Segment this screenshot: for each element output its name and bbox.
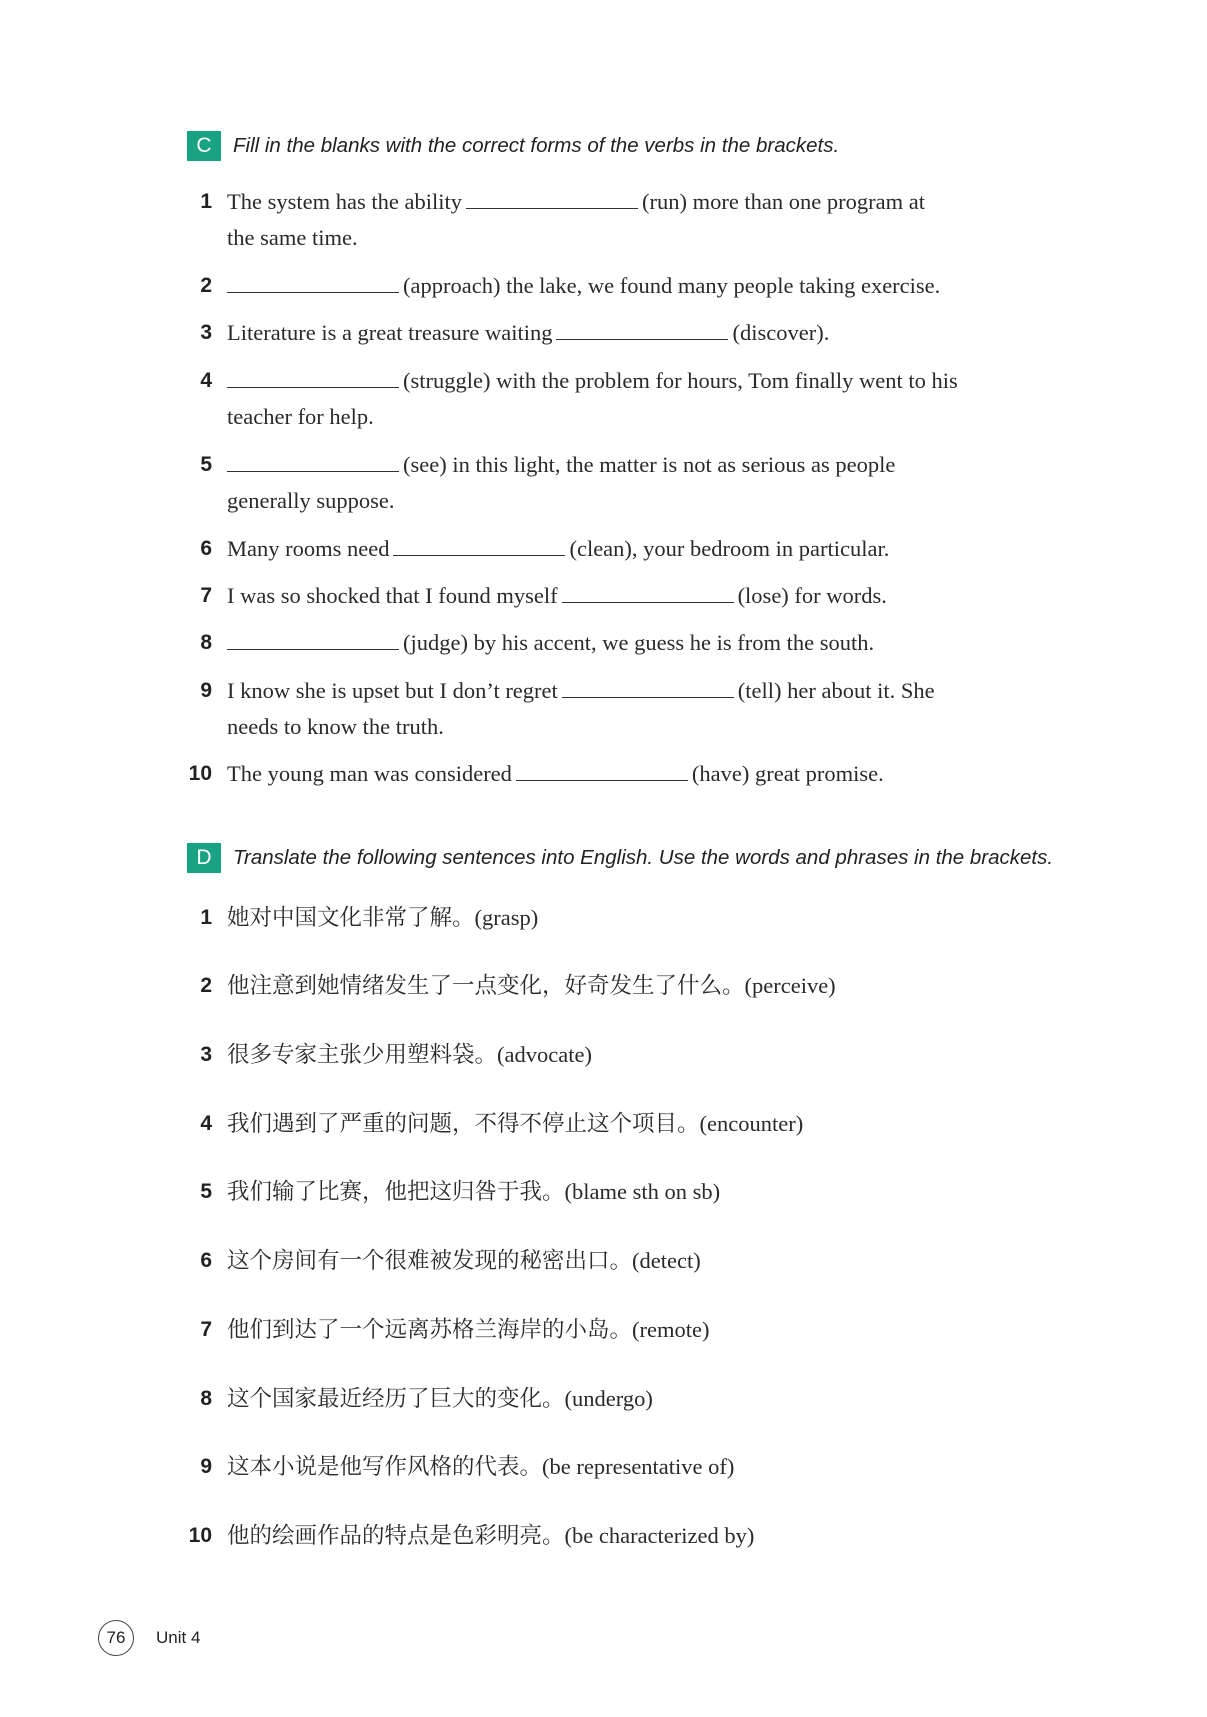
item-number: 1 <box>200 906 212 929</box>
item-text <box>227 673 1057 745</box>
item-line <box>227 709 1057 745</box>
answer-blank[interactable] <box>227 470 399 472</box>
answer-blank[interactable] <box>556 338 728 340</box>
item-line <box>227 531 1057 567</box>
line-segment: the same time. <box>227 225 358 250</box>
line-segment: (clean), your bedroom in particular. <box>569 536 890 561</box>
section-d-badge: D <box>187 843 221 873</box>
item-text: 这个国家最近经历了巨大的变化。(undergo) <box>227 1386 653 1411</box>
item-line <box>227 756 1057 792</box>
line-segment: (discover). <box>732 320 830 345</box>
item-text <box>227 447 1057 519</box>
item-number: 2 <box>200 974 212 997</box>
item-number: 2 <box>200 274 212 297</box>
item-text: 她对中国文化非常了解。(grasp) <box>227 905 539 930</box>
item-line <box>227 625 1057 661</box>
item-text <box>227 268 1057 304</box>
item-line <box>227 315 1057 351</box>
line-segment: (approach) the lake, we found many people taking exercise. <box>403 273 941 298</box>
item-text <box>227 625 1057 661</box>
line-segment: generally suppose. <box>227 488 395 513</box>
item-number: 4 <box>200 369 212 392</box>
item-number: 3 <box>200 1043 212 1066</box>
section-c-badge: C <box>187 131 221 161</box>
item-number: 9 <box>200 1455 212 1478</box>
item-text <box>227 531 1057 567</box>
item-number: 8 <box>200 1387 212 1410</box>
line-segment: (see) in this light, the matter is not as serious as people <box>403 452 896 477</box>
item-number: 9 <box>200 679 212 702</box>
item-line <box>227 447 1057 483</box>
page-number: 76 <box>98 1620 134 1656</box>
item-line <box>227 578 1057 614</box>
answer-blank[interactable] <box>227 291 399 293</box>
line-segment: (tell) her about it. She <box>737 678 935 703</box>
line-segment: (judge) by his accent, we guess he is from the south. <box>403 630 875 655</box>
answer-blank[interactable] <box>562 696 734 698</box>
line-segment: I was so shocked that I found myself <box>227 583 558 608</box>
line-segment: (run) more than one program at <box>641 189 925 214</box>
item-line <box>227 220 1057 256</box>
item-number: 7 <box>200 584 212 607</box>
item-line <box>227 399 1057 435</box>
item-number: 4 <box>200 1112 212 1135</box>
answer-blank[interactable] <box>393 554 565 556</box>
line-segment: Literature is a great treasure waiting <box>227 320 553 345</box>
page-footer <box>98 1620 200 1656</box>
item-line <box>227 483 1057 519</box>
item-number: 6 <box>200 1249 212 1272</box>
item-number: 10 <box>188 762 212 785</box>
item-number: 8 <box>200 631 212 654</box>
item-text <box>227 184 1057 256</box>
item-number: 7 <box>200 1318 212 1341</box>
section-d-instruction: Translate the following sentences into English. Use the words and phrases in the brackets. <box>233 846 1054 869</box>
item-number: 5 <box>200 453 212 476</box>
line-segment: Many rooms need <box>227 536 390 561</box>
answer-blank[interactable] <box>466 207 638 209</box>
line-segment: needs to know the truth. <box>227 714 444 739</box>
line-segment: (have) great promise. <box>691 761 884 786</box>
section-c-instruction: Fill in the blanks with the correct forms of the verbs in the brackets. <box>233 134 840 157</box>
item-number: 1 <box>200 190 212 213</box>
item-line <box>227 184 1057 220</box>
answer-blank[interactable] <box>516 779 688 781</box>
item-text <box>227 578 1057 614</box>
item-text: 他们到达了一个远离苏格兰海岸的小岛。(remote) <box>227 1317 710 1342</box>
item-text <box>227 756 1057 792</box>
line-segment: (lose) for words. <box>737 583 887 608</box>
answer-blank[interactable] <box>227 648 399 650</box>
item-text: 很多专家主张少用塑料袋。(advocate) <box>227 1042 592 1067</box>
item-number: 5 <box>200 1180 212 1203</box>
unit-label: Unit 4 <box>156 1628 201 1647</box>
item-number: 6 <box>200 537 212 560</box>
item-text: 这个房间有一个很难被发现的秘密出口。(detect) <box>227 1248 701 1273</box>
item-text: 我们遇到了严重的问题，不得不停止这个项目。(encounter) <box>227 1111 804 1136</box>
section-d-header <box>187 843 1053 873</box>
item-number: 10 <box>188 1524 212 1547</box>
item-text <box>227 315 1057 351</box>
item-line <box>227 673 1057 709</box>
item-line <box>227 268 1057 304</box>
answer-blank[interactable] <box>227 386 399 388</box>
item-line <box>227 363 1057 399</box>
line-segment: I know she is upset but I don’t regret <box>227 678 558 703</box>
line-segment: (struggle) with the problem for hours, Tom finally went to his <box>403 368 958 393</box>
line-segment: The system has the ability <box>227 189 462 214</box>
answer-blank[interactable] <box>562 601 734 603</box>
item-text: 我们输了比赛，他把这归咎于我。(blame sth on sb) <box>227 1179 721 1204</box>
section-c-header <box>187 131 839 161</box>
item-text: 这本小说是他写作风格的代表。(be representative of) <box>227 1454 735 1479</box>
item-text <box>227 363 1057 435</box>
line-segment: teacher for help. <box>227 404 374 429</box>
item-text: 他的绘画作品的特点是色彩明亮。(be characterized by) <box>227 1523 755 1548</box>
item-text: 他注意到她情绪发生了一点变化，好奇发生了什么。(perceive) <box>227 973 836 998</box>
line-segment: The young man was considered <box>227 761 512 786</box>
item-number: 3 <box>200 321 212 344</box>
